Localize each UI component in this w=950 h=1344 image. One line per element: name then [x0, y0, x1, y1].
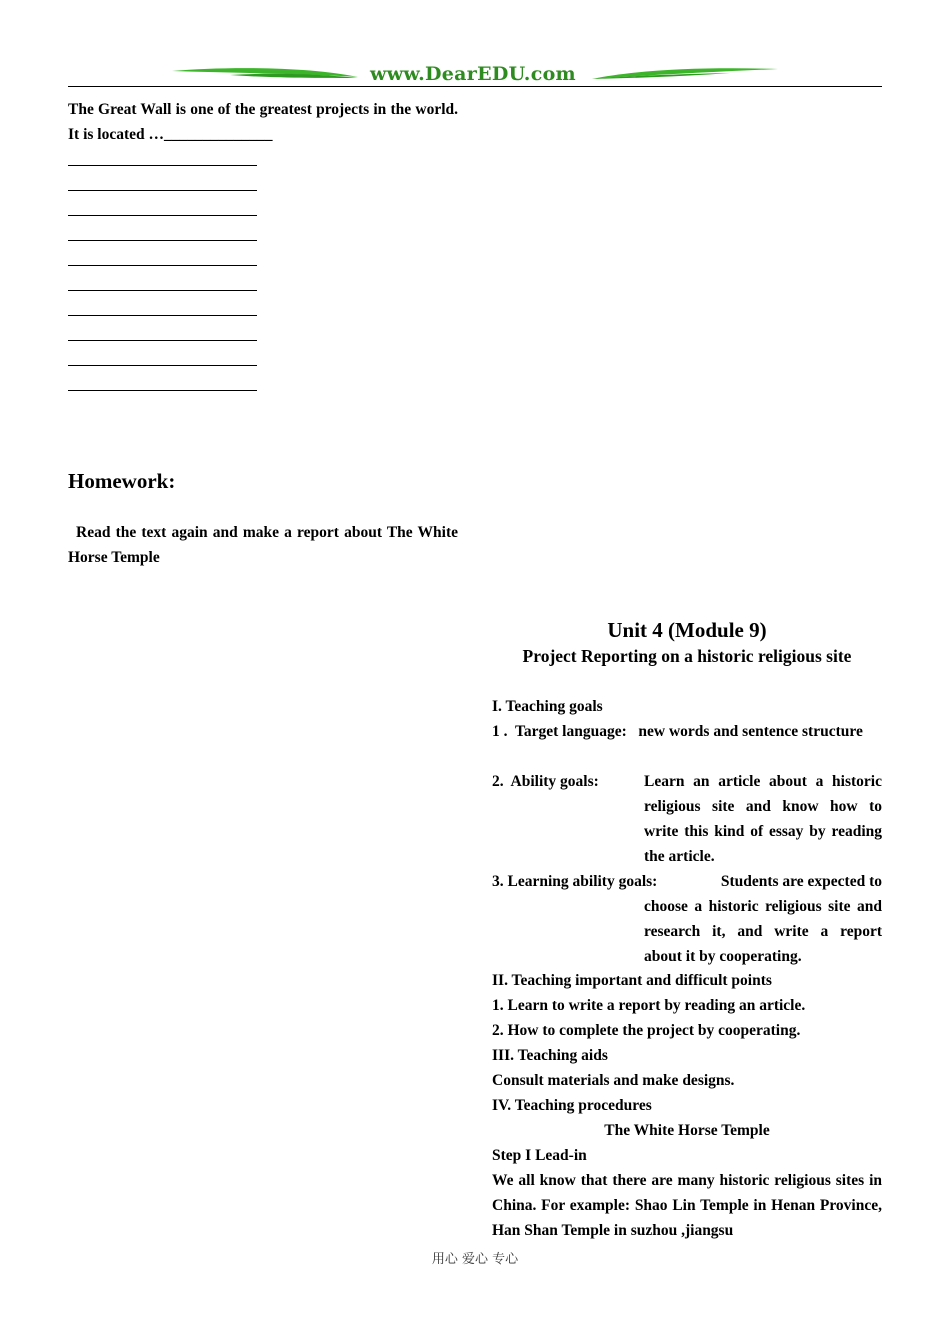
aids-text: Consult materials and make designs.: [492, 1072, 735, 1089]
goal-2-text: Learn an article about a historic religious site and know how to write this kind of essay by reading the article.: [644, 773, 882, 865]
point-1: 1. Learn to write a report by reading an article.: [492, 997, 806, 1014]
page-footer: 用心 爱心 专心: [431, 1252, 519, 1267]
answer-line: [68, 215, 257, 216]
header-rule: [68, 86, 882, 87]
answer-line: [68, 190, 257, 191]
goal-3-label: 3. Learning ability goals:: [492, 873, 658, 890]
goal-3-text: choose a historic religious site and research it, and write a report about it by cooperating.: [644, 898, 882, 965]
point-2: 2. How to complete the project by cooperating.: [492, 1022, 801, 1039]
homework-text: Read the text again and make a report about The White Horse Temple: [68, 524, 458, 566]
section-heading-teaching-goals: I. Teaching goals: [492, 698, 603, 715]
homework-title: Homework:: [68, 469, 176, 493]
answer-line: [68, 390, 257, 391]
answer-line: [68, 315, 257, 316]
section-heading-teaching-aids: III. Teaching aids: [492, 1047, 608, 1064]
answer-line: [68, 365, 257, 366]
answer-line: [68, 340, 257, 341]
answer-line: [68, 240, 257, 241]
answer-line: [68, 265, 257, 266]
goal-2-label: 2. Ability goals:: [492, 773, 599, 790]
unit-title: Unit 4 (Module 9): [607, 618, 767, 642]
answer-line: [68, 290, 257, 291]
answer-line: [68, 165, 257, 166]
intro-text: The Great Wall is one of the greatest projects in the world. It is located …______________: [68, 101, 458, 143]
section-heading-important-points: II. Teaching important and difficult points: [492, 972, 772, 989]
procedure-title: The White Horse Temple: [604, 1122, 770, 1139]
goal-3-line-1: Students are expected to: [720, 873, 882, 890]
section-heading-procedures: IV. Teaching procedures: [492, 1097, 652, 1114]
logo-text: www.DearEDU.com: [370, 63, 576, 85]
step-1-heading: Step I Lead-in: [492, 1147, 587, 1164]
step-1-text: We all know that there are many historic religious sites in China. For example: Shao Lin Temple in Henan Province, Han Shan Temple in suzhou ,jiangsu: [492, 1172, 882, 1239]
project-title: Project Reporting on a historic religious site: [522, 646, 852, 666]
goal-1-text: 1 . Target language: new words and sentence structure: [492, 723, 863, 740]
